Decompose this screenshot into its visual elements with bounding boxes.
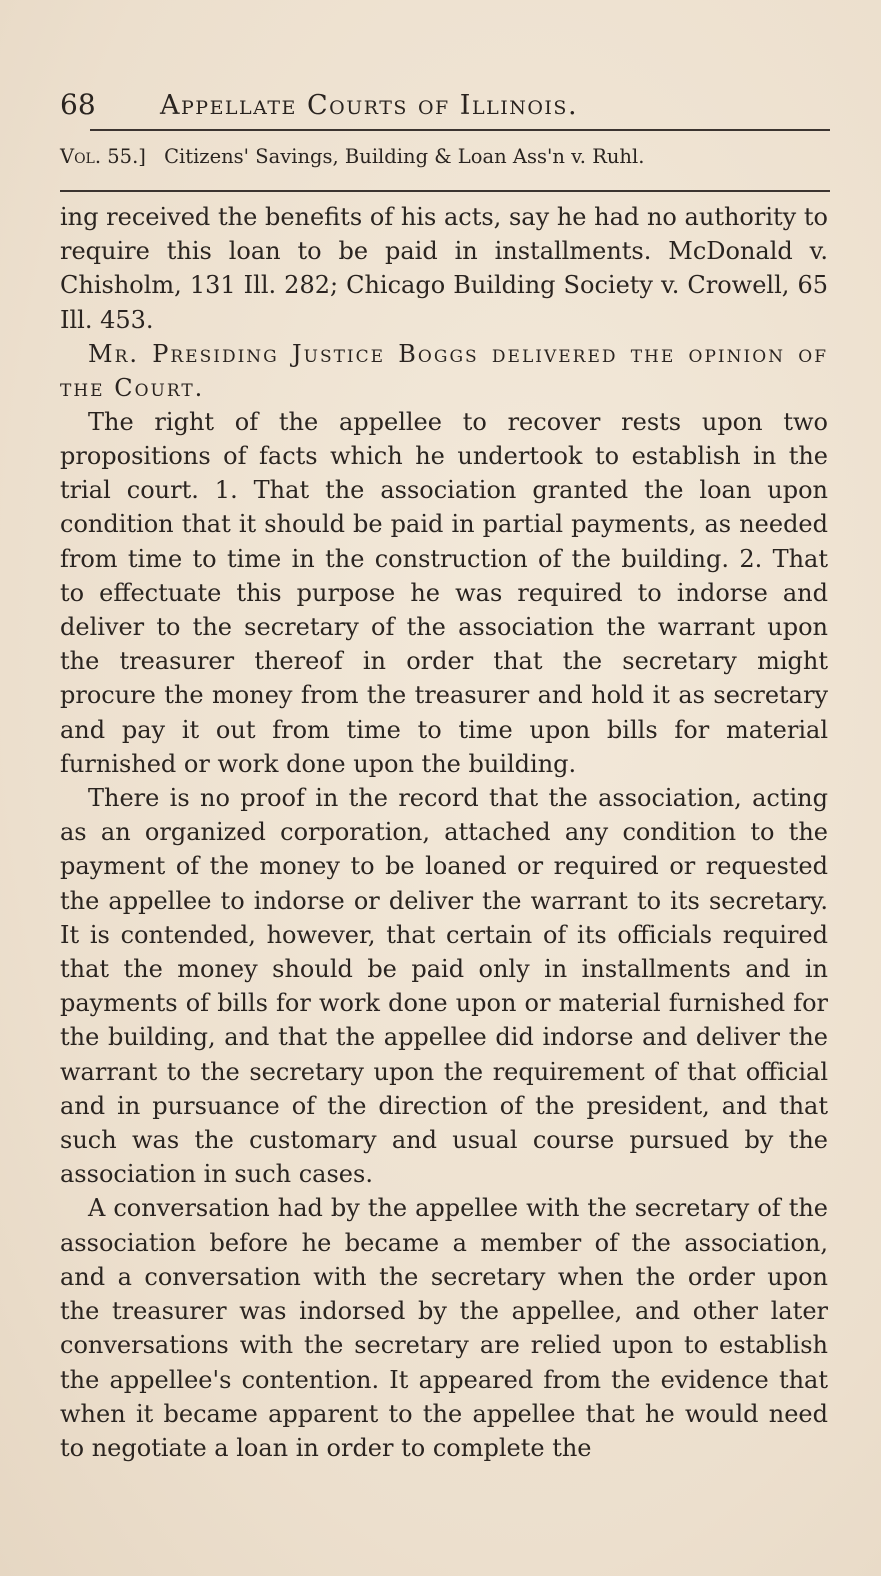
case-caption: Citizens' Savings, Building & Loan Ass'n v. Ruhl. [164,145,645,168]
paragraph-continued: ing received the benefits of his acts, say he had no authority to require this loan to be paid in installments. McDonald v. Chisholm, 131 Ill. 282; Chicago Building Society v. Crowell, 65 Ill. 453. [60,203,828,334]
body-text [60,200,828,1465]
volume-label: Vol. 55.] [60,145,146,168]
case-caption-line [60,145,830,168]
running-title: Appellate Courts of Illinois. [160,90,579,121]
opinion-heading: Mr. Presiding Justice Boggs delivered the opinion of the Court. [60,339,828,402]
page-number: 68 [60,88,96,121]
page-header [60,88,830,121]
header-rule [90,129,830,131]
paragraph: The right of the appellee to recover rests upon two propositions of facts which he undertook to establish in the trial court. 1. That the association granted the loan upon condition that it should be paid in partial payments, as needed from time to time in the construction of the building. 2. That to effectuate this purpose he was required to indorse and deliver to the secretary of the association the warrant upon the treasurer thereof in order that the secretary might procure the money from the treasurer and hold it as secretary and pay it out from time to time upon bills for material furnished or work done upon the building. [60,407,828,778]
paragraph: There is no proof in the record that the association, acting as an organized corporation, attached any condition to the payment of the money to be loaned or required or requested the appellee to indorse or deliver the warrant to its secretary. It is contended, however, that certain of its officials required that the money should be paid only in installments and in payments of bills for work done upon or material furnished for the building, and that the appellee did indorse and deliver the warrant to the secretary upon the requirement of that official and in pursuance of the direction of the president, and that such was the customary and usual course pursued by the association in such cases. [60,784,828,1189]
paragraph: A conversation had by the appellee with the secretary of the association before he became a member of the association, and a conversation with the secretary when the order upon the treasurer was indorsed by the appellee, and other later conversations with the secretary are relied upon to establish the appellee's contention. It appeared from the evidence that when it became apparent to the appellee that he would need to negotiate a loan in order to complete the [60,1194,828,1462]
caption-rule [60,190,830,192]
